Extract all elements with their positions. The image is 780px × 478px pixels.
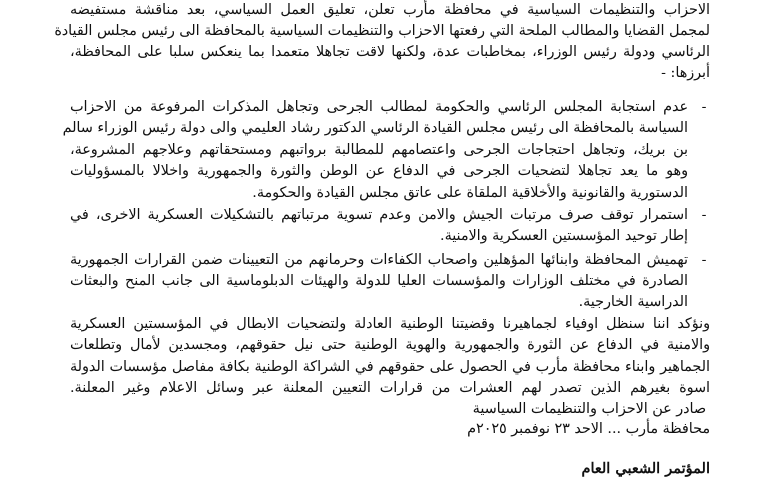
paragraph1-line-2: لمجمل القضايا والمطالب الملحة التي رفعتها الاحزاب والتنظيمات السياسية بالمحافظة الى رئيس مجلس القيادة [54,23,710,39]
paragraph1-line-4: أبرزها: - [661,65,710,81]
bullet2-line-1: استمرار توقف صرف مرتبات الجيش والامن وعدم تسوية مرتباتهم بالتشكيلات العسكرية الاخرى، في [70,207,688,223]
bullet-marker-3: - [701,252,707,268]
bullet1-line-4: وهو ما يعد تجاهلا لتضحيات الجرحى في الدفاع عن الوطن والثورة والجمهورية واخلالا بالمسؤوليات [70,163,688,179]
paragraph2-line-1: ونؤكد اننا سنظل اوفياء لجماهيرنا وقضيتنا الوطنية العادلة ولتضحيات الابطال في المؤسستين العسكرية [70,316,710,332]
bullet2-line-2: إطار توحيد المؤسستين العسكرية والامنية. [440,228,688,244]
paragraph1-line-1: الاحزاب والتنظيمات السياسية في محافظة مأرب تعلن، تعليق العمل السياسي، بعد مناقشة مستفيضه [70,2,710,18]
issuer-line: صادر عن الاحزاب والتنظيمات السياسية [472,401,706,417]
paragraph2-line-4: اسوة بغيرهم الذين تصدر لهم العشرات من قرارات التعيين المعلنة عبر وسائل الاعلام وغير المعلنة. [70,380,710,396]
place-date-line: محافظة مأرب ... الاحد ٢٣ نوفمبر ٢٠٢٥م [467,421,710,437]
bullet-marker-2: - [701,207,707,223]
paragraph2-line-2: والامنية في الدفاع عن الثورة والجمهورية والهوية الوطنية حتى نيل حقوقهم، ومجسدين لأمال وتطلعات [70,337,710,353]
paragraph2-line-3: الجماهير وابناء محافظة مأرب في الحصول على حقوقهم في الشراكة الوطنية بكافة مفاصل مؤسسات الدولة [70,359,710,375]
bullet-marker-1: - [701,99,707,115]
paragraph1-line-3: الرئاسي ودولة رئيس الوزراء، بمخاطبات عدة، ولكنها لاقت تجاهلا متعمدا بما ينعكس سلبا على المحافظة، [70,44,710,60]
bullet1-line-3: بن بريك، وتجاهل احتجاجات الجرحى واعتصامهم للمطالبة برواتبهم ومستحقاتهم وعلاجهم المشروعة، [70,142,688,158]
bullet1-line-5: الدستورية والقانونية والأخلاقية الملقاة على عاتق مجلس القيادة والحكومة. [252,185,688,201]
statement-document [54,0,710,477]
bullet1-line-1: عدم استجابة المجلس الرئاسي والحكومة لمطالب الجرحى وتجاهل المذكرات المرفوعة من الاحزاب [70,99,688,115]
bullet3-line-2: الصادرة في مختلف الوزارات والمؤسسات العليا للدولة والهيئات الدبلوماسية الى جانب المنح والبعثات [70,273,688,289]
bullet3-line-1: تهميش المحافظة وابنائها المؤهلين واصحاب الكفاءات وحرمانهم من التعيينات ضمن القرارات الجمهورية [70,252,688,268]
bullet3-line-3: الدراسية الخارجية. [578,294,688,310]
signatory: المؤتمر الشعبي العام [581,460,710,477]
bullet1-line-2: السياسة بالمحافظة الى رئيس مجلس القيادة الرئاسي الدكتور رشاد العليمي والى دولة رئيس الوزراء سالم [62,120,688,136]
